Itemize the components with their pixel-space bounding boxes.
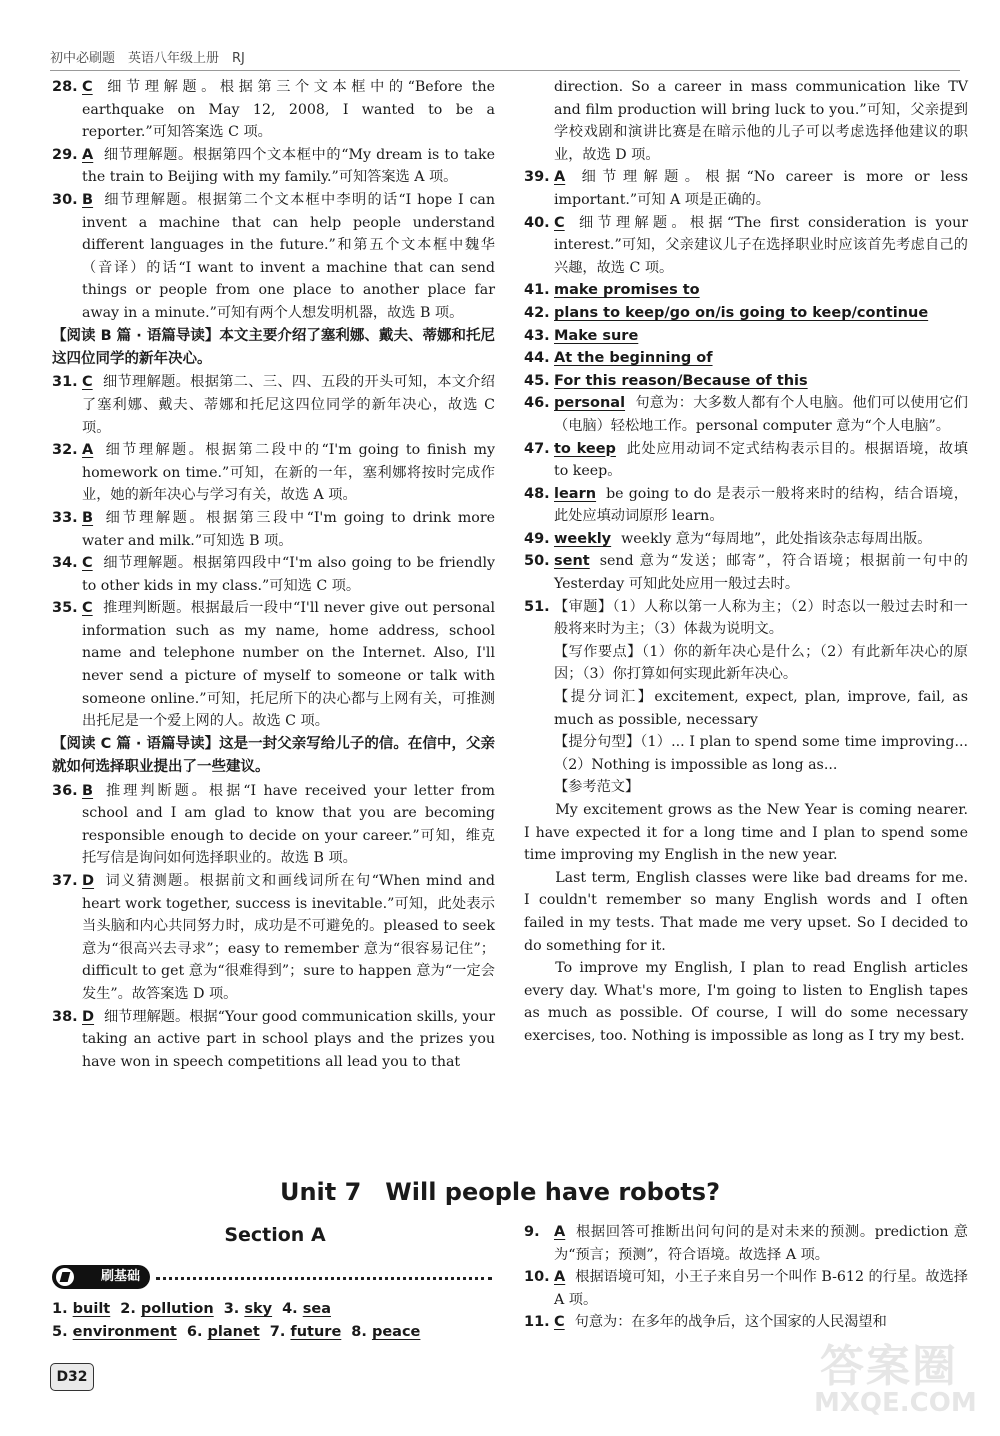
answer-item: [52, 870, 495, 1006]
item-explanation: 细节理解题。根据第四个文本框中的“My dream is to take the train to Beijing with my family.”可知答案选 A 项。: [82, 146, 495, 186]
item-number: 28.: [52, 79, 78, 95]
answer-item: [524, 392, 968, 437]
continued-text: 【参考范文】: [554, 779, 640, 796]
item-answer: weekly: [554, 530, 612, 547]
item-explanation: 细节理解题。根据第二段中的“I'm going to finish my homework on time.”可知，在新的一年，塞利娜将按时完成作业，她的新年决心与学习有关，故选 A 项。: [82, 442, 495, 504]
basics-badge-label: 刷基础: [100, 1269, 140, 1284]
item-number: 33.: [52, 509, 78, 526]
answer-item: [52, 507, 495, 552]
answer-item: [524, 212, 968, 280]
item-number: 47.: [524, 440, 550, 457]
answer-item: [52, 189, 495, 325]
answer-item: [524, 347, 968, 370]
basics-banner: [52, 1265, 492, 1291]
item-answer: B: [82, 191, 94, 208]
item-answer: C: [82, 555, 93, 572]
blank-answer: pollution: [140, 1301, 214, 1317]
reading-guide: 【阅读 C 篇 · 语篇导读】这是一封父亲写给儿子的信。在信中，父亲就如何选择职业提出了一些建议。: [52, 735, 495, 776]
item-answer: A: [82, 146, 94, 163]
item-number: 49.: [524, 530, 550, 547]
item-number: 51.: [524, 598, 550, 615]
item-explanation: 细节理解题。根据第四段中“I'm also going to be friendly to other kids in my class.”可知选 C 项。: [82, 555, 495, 594]
answer-item: [52, 597, 495, 733]
item-answer: B: [82, 509, 94, 526]
blank-number: 3.: [223, 1301, 245, 1317]
answer-item: [52, 371, 495, 439]
answer-item: [524, 596, 968, 641]
item-explanation: 【审题】（1）人称以第一人称为主；（2）时态以一般过去时和一般将来时为主；（3）体裁为说明文。: [554, 598, 968, 638]
answer-item: [524, 1221, 968, 1266]
blank-answer: built: [72, 1301, 111, 1317]
answer-item: [524, 370, 968, 393]
item-answer: A: [82, 442, 94, 459]
item-answer: learn: [554, 485, 597, 502]
item-explanation: be going to do 是表示一般将来时的结构，结合语境，此处应填动词原形 learn。: [554, 485, 968, 525]
item-number: 44.: [524, 350, 550, 367]
brush-icon: [56, 1268, 74, 1286]
blank-answer: peace: [371, 1324, 421, 1340]
item-answer: C: [82, 374, 93, 391]
blank-answer: future: [290, 1324, 342, 1340]
item-number: 45.: [524, 372, 550, 389]
blank-answer: sea: [302, 1301, 331, 1317]
continued-text: direction. So a career in mass communication like TV and film production will bring luck to you.”可知，父亲提到学校戏剧和演讲比赛是在暗示他的儿子可以考虑选择他建议的职业，故选 D 项。: [554, 79, 968, 163]
answer-item: [524, 302, 968, 325]
item-explanation: 此处应用动词不定式结构表示目的。根据语境，故填 to keep。: [554, 440, 968, 480]
continued-text: 【提分句型】（1）... I plan to spend some time improving... （2）Nothing is impossible as long as...: [554, 734, 968, 773]
item-number: 9.: [524, 1224, 540, 1240]
item-answer: C: [554, 214, 565, 231]
answer-item: [524, 550, 968, 595]
section-a-choice-explanations: [524, 1221, 968, 1334]
item-number: 43.: [524, 327, 550, 344]
item-answer: personal: [554, 395, 626, 412]
answer-item: [52, 76, 495, 144]
item-explanation: 细节理解题。根据第三个文本框中的“Before the earthquake on May 12, 2008, I wanted to be a reporter.”可知答案选 C 项。: [82, 79, 495, 141]
item-answer: At the beginning of: [554, 350, 713, 367]
item-explanation: weekly 意为“每周地”，此处指该杂志每周出版。: [621, 530, 932, 547]
item-number: 10.: [524, 1269, 550, 1286]
blank-answer: sky: [244, 1301, 273, 1317]
blank-answer: environment: [72, 1324, 177, 1340]
essay-paragraph: Last term, English classes were like bad dreams for me. I couldn't remember so many English words and I often failed in my tests. That made me very upset. So I decided to do something for it.: [524, 869, 968, 954]
item-explanation: 句意为：在多年的战争后，这个国家的人民渴望和: [574, 1314, 887, 1331]
item-number: 34.: [52, 555, 78, 572]
item-answer: B: [82, 782, 94, 799]
item-explanation: 句意为：大多数人都有个人电脑。他们可以使用它们（电脑）轻松地工作。personal computer 意为“个人电脑”。: [554, 395, 968, 434]
answer-item: [52, 144, 495, 189]
blank-number: 4.: [282, 1301, 303, 1317]
right-column: [524, 76, 968, 1048]
section-title: Section A: [224, 1224, 326, 1246]
item-number: 46.: [524, 395, 550, 412]
item-number: 36.: [52, 782, 78, 799]
blank-number: 2.: [120, 1301, 141, 1317]
item-answer: A: [554, 1269, 566, 1286]
item-explanation: 细节理解题。根据第三段中“I'm going to drink more water and milk.”可知选 B 项。: [82, 509, 495, 549]
section-a-answers: [52, 1298, 502, 1344]
item-number: 42.: [524, 304, 550, 321]
answer-item: [52, 439, 495, 507]
item-explanation: 细节理解题。根据第二个文本框中李明的话“I hope I can invent a machine that can help people understand different languages in the future.”和第五个文本框中魏华（音译）的话“I want to invent a machine that can send things or people from one place to another place far away in a minute.”可知有两个人想发明机器，故选 B 项。: [82, 191, 495, 321]
continued-text: 【写作要点】（1）你的新年决心是什么；（2）有此新年决心的原因；（3）你打算如何实现此新年决心。: [554, 643, 968, 683]
dotted-divider: [156, 1277, 492, 1280]
item-explanation: send 意为“发送；邮寄”，符合语境；根据前一句中的 Yesterday 可知此处应用一般过去时。: [554, 553, 968, 593]
answer-item: [524, 528, 968, 551]
item-explanation: 细节理解题。根据“The first consideration is your interest.”可知，父亲建议儿子在选择职业时应该首先考虑自己的兴趣，故选 C 项。: [554, 214, 968, 276]
item-explanation: 细节理解题。根据“No career is more or less important.”可知 A 项是正确的。: [554, 169, 968, 208]
page-header: [50, 50, 960, 71]
item-answer: A: [554, 1224, 566, 1240]
answer-item: [524, 438, 968, 483]
essay-paragraph: My excitement grows as the New Year is coming nearer. I have expected it for a long time and I plan to spend some time improving my English in the new year.: [524, 802, 968, 864]
blank-number: 7.: [269, 1324, 291, 1340]
unit-title: Unit 7 Will people have robots?: [279, 1178, 721, 1206]
item-explanation: 细节理解题。根据“Your good communication skills, your taking an active part in school plays and the prizes you have won in speech competitions all lead you to that: [82, 1008, 495, 1070]
item-number: 38.: [52, 1008, 78, 1025]
item-answer: Make sure: [554, 327, 639, 344]
item-number: 40.: [524, 214, 550, 231]
item-answer: C: [82, 600, 93, 617]
item-answer: sent: [554, 553, 590, 570]
left-column: [52, 76, 495, 1073]
answer-row: [52, 1298, 502, 1321]
item-answer: to keep: [554, 440, 616, 457]
blank-number: 8.: [351, 1324, 372, 1340]
item-number: 11.: [524, 1314, 550, 1331]
answer-item: [52, 1006, 495, 1074]
answer-row: [52, 1321, 502, 1344]
item-answer: For this reason/Because of this: [554, 372, 808, 389]
answer-item: [524, 166, 968, 211]
watermark-bottom: MXQE.COM: [814, 1388, 977, 1418]
item-number: 41.: [524, 282, 550, 299]
item-answer: A: [554, 169, 566, 186]
item-number: 50.: [524, 553, 550, 570]
watermark-logo: [806, 1330, 986, 1422]
blank-number: 6.: [186, 1324, 208, 1340]
item-number: 31.: [52, 374, 78, 391]
watermark-top: 答案圈: [820, 1341, 958, 1392]
answer-item: [524, 279, 968, 302]
item-answer: C: [554, 1314, 565, 1331]
answer-item: [524, 483, 968, 528]
answer-item: [524, 325, 968, 348]
item-answer: D: [82, 1008, 95, 1025]
item-number: 48.: [524, 485, 550, 502]
essay-paragraph: To improve my English, I plan to read English articles every day. What's more, I'm going to listen to English tapes as much as possible. Of course, I will do some necessary exercises, too. Nothing is impossible as long as I try my best.: [524, 960, 968, 1044]
blank-number: 1.: [52, 1301, 73, 1317]
item-explanation: 推理判断题。根据最后一段中“I'll never give out personal information such as my name, home address, school name and telephone number on the Internet. Also, I'll never send a picture of myself to someone or talk with someone online.”可知，托尼所下的决心都与上网有关，可推测出托尼是一个爱上网的人。故选 C 项。: [82, 600, 495, 730]
basics-badge: [52, 1265, 150, 1289]
item-explanation: 根据回答可推断出问句问的是对未来的预测。prediction 意为“预言；预测”，符合语境。故选择 A 项。: [554, 1224, 968, 1263]
item-number: 30.: [52, 191, 78, 208]
answer-item: [524, 1266, 968, 1311]
item-explanation: 推理判断题。根据“I have received your letter from school and I am glad to know that you are becoming responsible enough to decide on your career.”可知，维克托写信是询问如何选择职业的。故选 B 项。: [82, 782, 495, 867]
answer-item: [52, 780, 495, 870]
item-explanation: 根据语境可知，小王子来自另一个叫作 B-612 的行星。故选择 A 项。: [554, 1269, 968, 1308]
item-answer: D: [82, 873, 95, 890]
item-number: 29.: [52, 146, 78, 163]
item-number: 37.: [52, 873, 78, 890]
blank-number: 5.: [52, 1324, 73, 1340]
item-answer: plans to keep/go on/is going to keep/continue: [554, 304, 929, 321]
header-text: 初中必刷题 英语八年级上册 RJ: [50, 51, 245, 66]
item-answer: C: [82, 79, 93, 95]
item-number: 32.: [52, 442, 78, 459]
item-explanation: 细节理解题。根据第二、三、四、五段的开头可知，本文介绍了塞利娜、戴夫、蒂娜和托尼这四位同学的新年决心，故选 C 项。: [82, 374, 495, 436]
item-explanation: 词义猜测题。根据前文和画线词所在句“When mind and heart work together, success is inevitable.”可知，此处表示当头脑和内心共同努力时，成功是不可避免的。pleased to seek 意为“很高兴去寻求”；easy to remember 意为“很容易记住”；difficult to get 意为“很难得到”；sure to happen 意为“一定会发生”。故答案选 D 项。: [82, 873, 495, 1002]
blank-answer: planet: [207, 1324, 260, 1340]
item-number: 39.: [524, 169, 550, 186]
page-number: D32: [50, 1363, 94, 1391]
item-answer: make promises to: [554, 282, 700, 299]
answer-item: [52, 552, 495, 597]
reading-guide: 【阅读 B 篇 · 语篇导读】本文主要介绍了塞利娜、戴夫、蒂娜和托尼这四位同学的新年决心。: [52, 327, 495, 367]
item-number: 35.: [52, 600, 78, 617]
continued-text: 【提分词汇】excitement, expect, plan, improve, fail, as much as possible, necessary: [554, 689, 968, 728]
